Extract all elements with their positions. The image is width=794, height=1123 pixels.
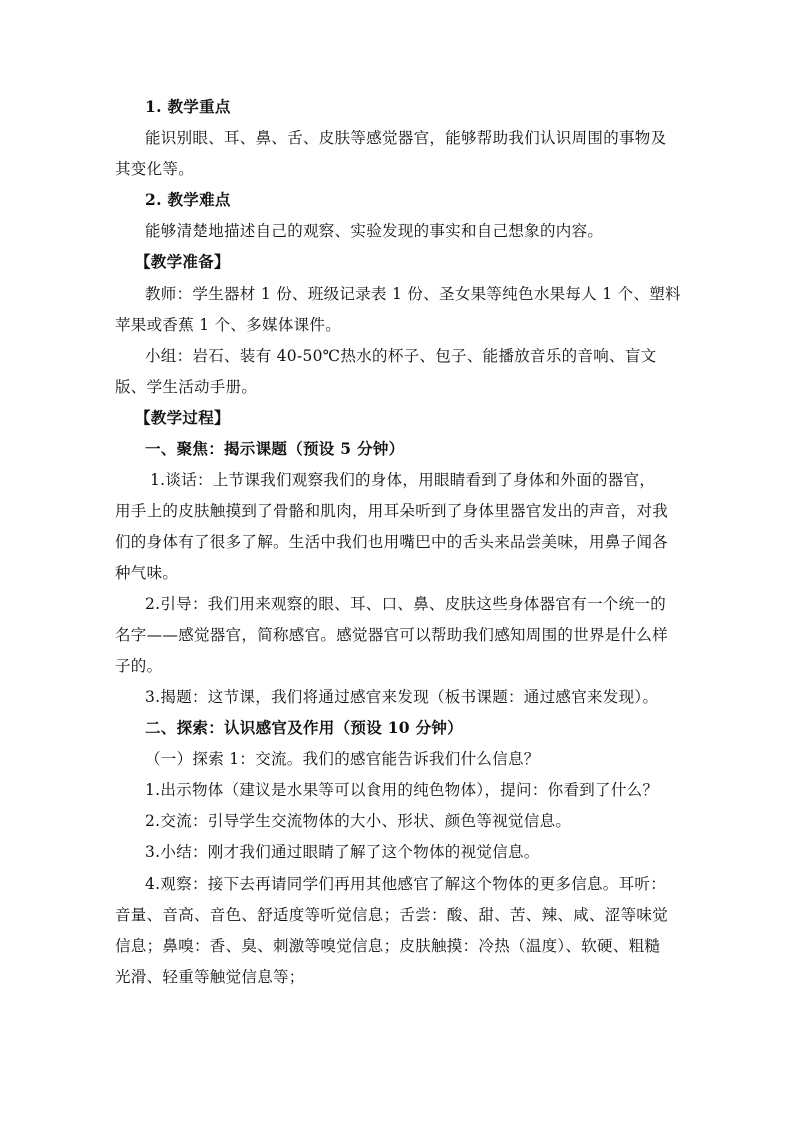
- paragraph-line: 其变化等。: [115, 160, 195, 178]
- paragraph-line: 光滑、轻重等触觉信息等；: [115, 968, 305, 986]
- paragraph-line: 种气味。: [115, 564, 179, 582]
- heading-teaching-preparation: 【教学准备】: [135, 252, 230, 271]
- paragraph-line: 音量、音高、音色、舒适度等听觉信息；舌尝：酸、甜、苦、辣、咸、涩等味觉: [115, 906, 669, 924]
- paragraph-line: 1.谈话：上节课我们观察我们的身体，用眼睛看到了身体和外面的器官，: [150, 471, 656, 489]
- paragraph-line: 小组：岩石、装有 40-50℃热水的杯子、包子、能播放音乐的音响、盲文: [145, 347, 657, 365]
- paragraph-line: 苹果或香蕉 1 个、多媒体课件。: [115, 316, 342, 334]
- paragraph-line: 能够清楚地描述自己的观察、实验发现的事实和自己想象的内容。: [145, 222, 604, 240]
- paragraph-line: 4.观察：接下去再请同学们再用其他感官了解这个物体的更多信息。耳听：: [145, 875, 666, 893]
- heading-teaching-process: 【教学过程】: [135, 408, 230, 427]
- paragraph-line: 2.交流：引导学生交流物体的大小、形状、颜色等视觉信息。: [145, 812, 572, 830]
- paragraph-line: 们的身体有了很多了解。生活中我们也用嘴巴中的舌头来品尝美味，用鼻子闻各: [115, 533, 669, 551]
- paragraph-line: 能识别眼、耳、鼻、舌、皮肤等感觉器官，能够帮助我们认识周围的事物及: [145, 129, 667, 147]
- section-heading-explore: 二、探索：认识感官及作用（预设 10 分钟）: [145, 718, 463, 737]
- paragraph-line: （一）探索 1：交流。我们的感官能告诉我们什么信息？: [145, 750, 540, 768]
- paragraph-line: 信息；鼻嗅：香、臭、刺激等嗅觉信息；皮肤触摸：冷热（温度）、软硬、粗糙: [115, 937, 661, 955]
- section-heading-focus: 一、聚焦：揭示课题（预设 5 分钟）: [145, 439, 405, 458]
- paragraph-line: 3.小结：刚才我们通过眼睛了解了这个物体的视觉信息。: [145, 843, 540, 861]
- heading-teaching-difficulty: 2. 教学难点: [145, 190, 231, 209]
- paragraph-line: 3.揭题：这节课，我们将通过感官来发现（板书课题：通过感官来发现）。: [145, 688, 659, 706]
- paragraph-line: 子的。: [115, 657, 163, 675]
- paragraph-line: 版、学生活动手册。: [115, 378, 258, 396]
- paragraph-line: 2.引导：我们用来观察的眼、耳、口、鼻、皮肤这些身体器官有一个统一的: [145, 595, 666, 613]
- paragraph-line: 名字——感觉器官，简称感官。感觉器官可以帮助我们感知周围的世界是什么样: [115, 626, 669, 644]
- paragraph-line: 教师：学生器材 1 份、班级记录表 1 份、圣女果等纯色水果每人 1 个、塑料: [145, 285, 681, 303]
- paragraph-line: 用手上的皮肤触摸到了骨骼和肌肉，用耳朵听到了身体里器官发出的声音，对我: [115, 502, 669, 520]
- heading-teaching-focus: 1. 教学重点: [145, 97, 231, 116]
- paragraph-line: 1.出示物体（建议是水果等可以食用的纯色物体），提问：你看到了什么？: [145, 781, 659, 799]
